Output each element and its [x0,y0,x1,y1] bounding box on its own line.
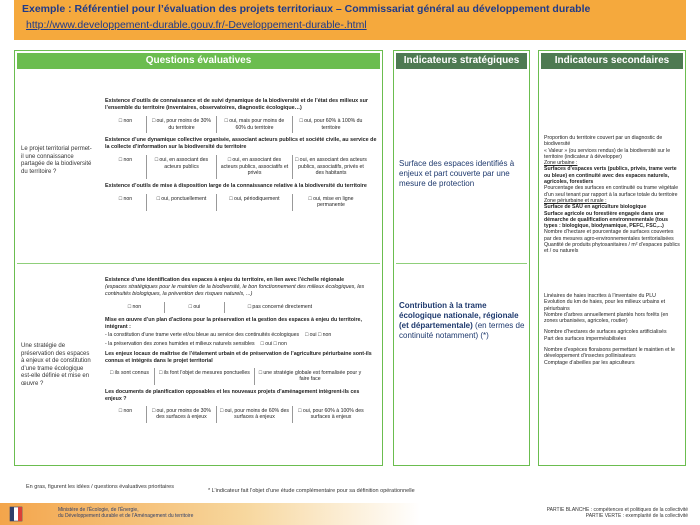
secondary-item: Proportion du territoire couvert par un diagnostic de biodiversité [544,135,663,148]
questions-panel [14,50,383,466]
section-divider [396,263,527,264]
criterion-options [105,155,377,179]
checkbox-option[interactable]: □ oui □ non [305,331,332,338]
criterion-head: Existence d’une identification des espaces à enjeu du territoire, en lien avec l’échelle régionale [105,277,345,283]
questions-header: Questions évaluatives [17,53,380,69]
reference-link[interactable]: http://www.developpement-durable.gouv.fr/-Developpement-durable-.html [26,19,367,31]
secondary-item: Surface de SAU en agriculture biologique [544,204,647,211]
ministry-line-1: Ministère de l’Écologie, de l’Énergie, [58,507,139,513]
secondary-item: Pourcentage des surfaces en continuité ou trame végétale d’un seul tenant par rapport à la surface totale du territoire [544,185,679,198]
secondary-item: Nombre d’hectares de surfaces agricoles artificialisés [544,329,667,336]
criterion-text: - la constitution d’une trame verte et/ou bleue au service des continuités écologiques [105,331,300,338]
strategic-header: Indicateurs stratégiques [396,53,527,69]
question-1-criteria [105,98,377,215]
priority-note: En gras, figurent les idées / questions évaluatives prioritaires [26,484,174,490]
secondary-item: Part des surfaces imperméabilisées [544,335,627,342]
criterion-options [105,302,377,313]
criterion-text: - la préservation des zones humides et milieux naturels sensibles [105,341,255,347]
checkbox-option[interactable]: □ oui, en associant des acteurs publics, associatifs et privés [217,155,293,179]
checkbox-option[interactable]: □ oui, pour moins de 60% des surfaces à enjeux [217,406,293,423]
secondary-header: Indicateurs secondaires [541,53,683,69]
checkbox-option[interactable]: □ oui, mise en ligne permanente [308,195,354,208]
legend [547,507,688,519]
criterion-head: Les documents de planification opposables et les nouveaux projets d’aménagement intègrent-ils ces enjeux ? [105,388,360,402]
secondary-item: Nombre d’arbres annuellement plantés hors forêts (en zones urbanisées, agricoles, routier) [544,311,669,325]
checkbox-option[interactable]: □ non [105,155,147,179]
checkbox-option[interactable]: □ ils sont connus [105,368,155,385]
ministry-name [58,507,193,519]
checkbox-option[interactable]: □ non [105,406,147,423]
checkbox-option[interactable]: □ pas concerné directement [247,304,313,310]
criterion-head: Les enjeux locaux de maîtrise de l’étalement urbain et de préservation de l’agriculture périurbaine sont-ils connus et intégrés dans le projet territorial [105,350,372,364]
checkbox-option[interactable]: □ oui, périodiquement [217,194,293,211]
secondary-item: Quantité de produits phytosanitaires / m² d’espaces publics et / ou naturels [544,242,680,255]
strategic-indicator-2-bold: Contribution à la trame écologique nationale, régionale (et départementale) [399,301,519,330]
legend-green: PARTIE VERTE : exemplarité de la collectivité [585,513,688,519]
indicator-footnote: * L’indicateur fait l’objet d’une étude complémentaire pour sa définition opérationnelle [208,488,415,494]
strategic-panel [393,50,530,466]
secondary-item: Surface agricole ou forestière engagée dans une démarche de qualification environnementale (tous types : biologique, biodynamique, PEFC, FSC,...) [544,210,668,230]
criterion-detail: (espaces stratégiques pour le maintien de la biodiversité, le bon fonctionnement des milieux écologiques, les continuités biologiques, la prévention des risques naturels, ...) [105,284,365,297]
secondary-subheading: Zone urbaine : [544,160,578,167]
secondary-subheading: Zone périurbaine et rurale : [544,197,607,204]
checkbox-option[interactable]: □ ils font l’objet de mesures ponctuelles [155,368,255,385]
strategic-indicator-2 [399,301,526,341]
criterion-head: Existence d’une dynamique collective organisée, associant acteurs publics et société civile, au service de la collecte d’information sur la biodiversité du territoire [105,137,377,150]
criterion-head: Existence d’outils de mise à disposition large de la connaissance relative à la biodiversité du territoire [105,182,367,189]
checkbox-option[interactable]: □ oui, ponctuellement [147,194,217,211]
question-1-label: Le projet territorial permet-il une connaissance partagée de la biodiversité du territoire ? [21,146,92,175]
criterion-line [105,341,377,348]
criterion-head: Mise en œuvre d’un plan d’actions pour la préservation et la gestion des espaces à enjeu du territoire, intégrant : [105,316,362,330]
criterion-options [105,406,377,423]
checkbox-option[interactable]: □ oui, pour 60% à 100% du territoire [299,118,363,131]
checkbox-option[interactable]: □ une stratégie globale est formalisée pour y faire face [258,369,362,382]
criterion-options [105,368,377,385]
criterion-options [105,116,377,133]
checkbox-option[interactable]: □ oui [165,302,225,313]
checkbox-option[interactable]: □ non [105,116,147,133]
checkbox-option[interactable]: □ oui, mais pour moins de 60% du territoire [217,116,293,133]
section-divider [17,263,380,264]
checkbox-option[interactable]: □ oui, en associant des acteurs publics [147,155,217,179]
checkbox-option[interactable]: □ non [105,194,147,211]
checkbox-option[interactable]: □ non [105,302,165,313]
ministry-logo [8,505,48,523]
secondary-item: Linéaires de haies inscrites à l’inventaire du PLU [544,293,656,299]
ministry-line-2: du Développement durable et de l’Aménagement du territoire [58,513,194,519]
criterion-line [105,332,377,339]
criterion-options [105,194,377,211]
secondary-item: Nombre d’espèces floraisons permettant le maintien et le développement d’insectes pollinisateurs [544,347,675,360]
checkbox-option[interactable]: □ oui, pour moins de 30% des surfaces à enjeux [147,406,217,423]
secondary-panel [538,50,686,466]
question-2-criteria [105,277,377,427]
checkbox-option[interactable]: □ oui, pour moins de 30% du territoire [147,116,217,133]
checkbox-option[interactable]: □ oui □ non [260,341,287,347]
checkbox-option[interactable]: □ oui, en associant des acteurs publics, associatifs, privés et des habitants [295,157,367,176]
secondary-item: Evolution du km de haies, pour les milieux urbains et périurbains [544,299,666,312]
title-banner [14,0,686,40]
page-title: Exemple : Référentiel pour l’évaluation des projets territoriaux – Commissariat général au développement durable [22,3,591,15]
legend-white: PARTIE BLANCHE : compétences et politiques de la collectivité [546,507,688,513]
secondary-item: Nombre d’hectare et pourcentage de surfaces couvertes par des mesures agro-environnementales territorialisées [544,229,674,242]
criterion-head: Existence d’outils de connaissance et de suivi dynamique de la biodiversité et de l’état des milieux sur l’ensemble du territoire (inventaires, observatoires, diagnostic écologique…) [105,98,369,111]
secondary-item: Comptage d’abeilles par les apiculteurs [544,359,635,366]
strategic-indicator-2-rest: (en termes de continuité notamment) (*) [399,321,525,340]
secondary-list-2 [544,293,682,366]
secondary-item: « Valeur » (ou services rendus) de la biodiversité sur le territoire (indicateur à développer) [544,147,671,160]
question-2-label: Une stratégie de préservation des espaces à enjeux et de constitution d’une trame écologique est-elle définie et mise en œuvre ? [21,343,91,387]
strategic-indicator-1: Surface des espaces identifiés à enjeux et part couverte par une mesure de protection [399,159,515,188]
secondary-item: Surfaces d’espaces verts (publics, privés, trame verte ou bleue) en continuité avec des espaces naturels, agricoles, forestiers [544,166,677,186]
checkbox-option[interactable]: □ oui, pour 60% à 100% des surfaces à enjeux [298,407,364,420]
secondary-list-1 [544,135,682,255]
footer-band [0,503,700,525]
